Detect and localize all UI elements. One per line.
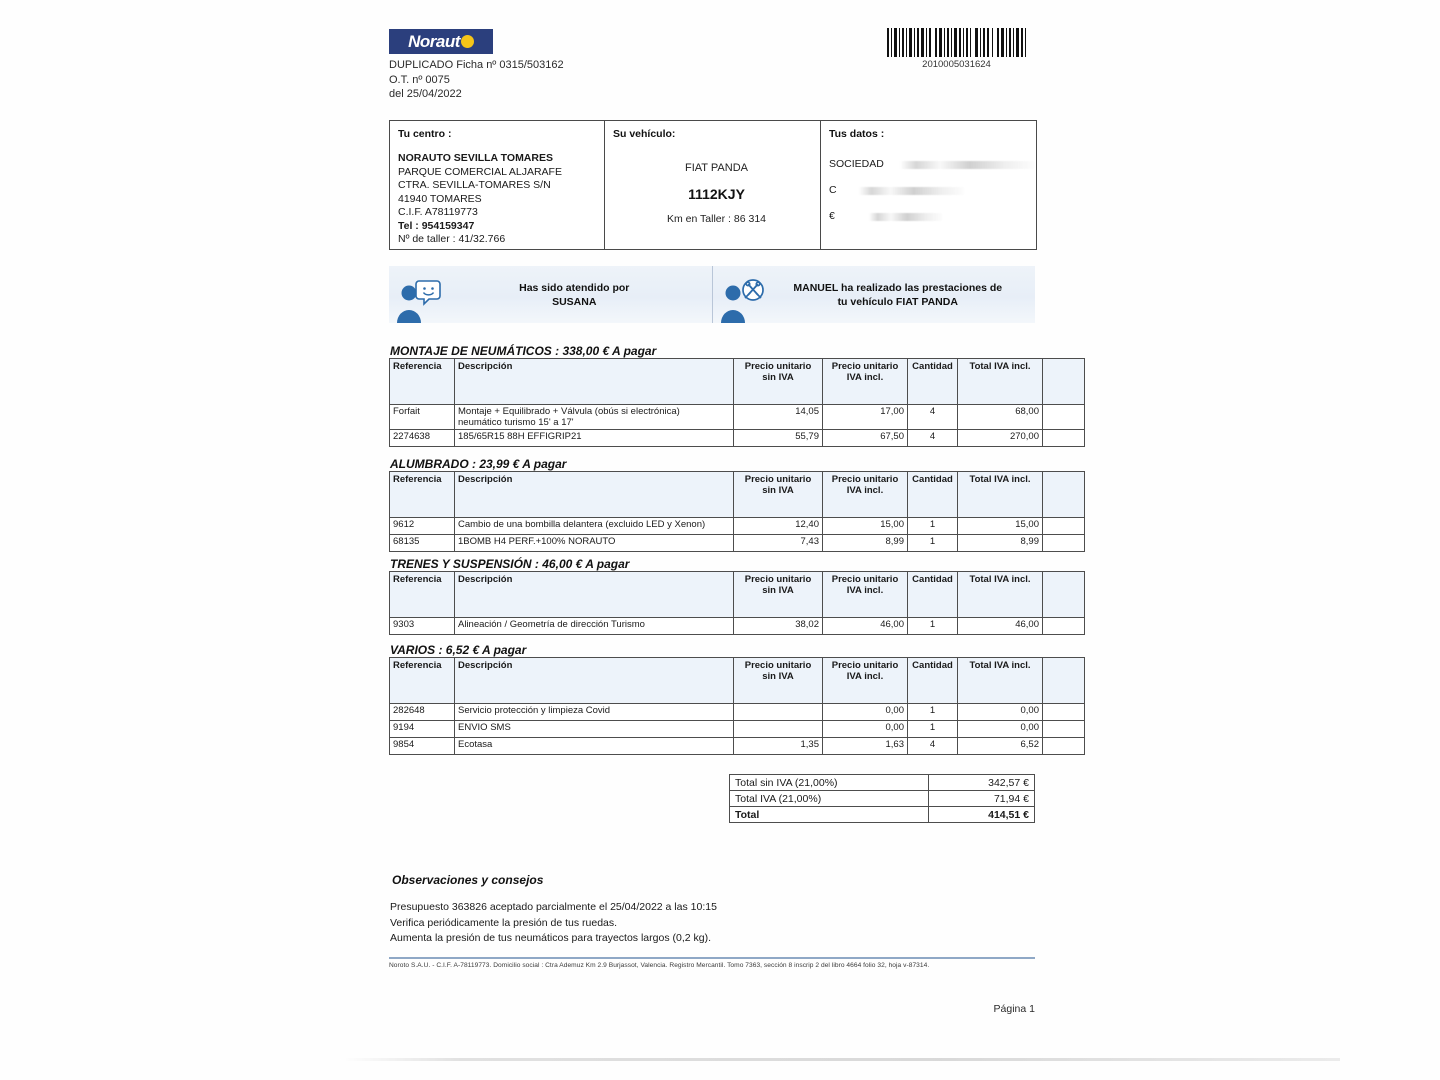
center-title: Tu centro : xyxy=(398,128,452,140)
th-quantity: Cantidad xyxy=(908,359,958,405)
th-blank xyxy=(1043,658,1085,704)
th-description: Descripción xyxy=(455,472,734,518)
vehicle-title: Su vehículo: xyxy=(613,128,676,140)
cell-description: Alineación / Geometría de dirección Turismo xyxy=(455,618,734,635)
th-total-vat: Total IVA incl. xyxy=(958,658,1043,704)
cell-description: Cambio de una bombilla delantera (excluido LED y Xenon) xyxy=(455,518,734,535)
table-row xyxy=(390,721,1085,738)
customer-details xyxy=(829,152,1034,230)
cell-blank xyxy=(1043,618,1085,635)
th-total-vat: Total IVA incl. xyxy=(958,359,1043,405)
cell-blank xyxy=(1043,738,1085,755)
totals-label-subtotal: Total sin IVA (21,00%) xyxy=(730,775,929,791)
table-row xyxy=(390,430,1085,447)
table-row xyxy=(390,738,1085,755)
service-staff-banner xyxy=(389,266,1035,323)
cell-total-vat: 8,99 xyxy=(958,535,1043,552)
cell-unit-price-vat: 1,63 xyxy=(823,738,908,755)
center-phone: Tel : 954159347 xyxy=(398,219,475,232)
totals-value-vat: 71,94 € xyxy=(929,791,1035,807)
customer-row-3 xyxy=(829,204,1034,230)
customer-row-2 xyxy=(829,178,1034,204)
cell-unit-price-no-vat xyxy=(734,704,823,721)
footer-legal-text: Noroto S.A.U. - C.I.F. A-78119773. Domicilio social : Ctra Ademuz Km 2.9 Burjassot, Valencia. Registro Mercantil. Tomo 7363, sección 8 inscrip 2 del libro 4664 folio 32, hoja v-87314. xyxy=(389,962,930,969)
ot-number: O.T. nº 0075 xyxy=(389,73,450,86)
observations-line-2: Verifica periódicamente la presión de tus ruedas. xyxy=(390,916,618,929)
banner-right-line-1: MANUEL ha realizado las prestaciones de xyxy=(793,281,1003,294)
banner-performed-by xyxy=(712,266,1036,323)
table-row xyxy=(390,405,1085,430)
barcode-number: 2010005031624 xyxy=(922,59,991,70)
cell-reference: 2274638 xyxy=(390,430,455,447)
cell-total-vat: 0,00 xyxy=(958,721,1043,738)
cell-unit-price-vat: 0,00 xyxy=(823,704,908,721)
observations-title: Observaciones y consejos xyxy=(392,873,544,887)
th-blank xyxy=(1043,359,1085,405)
document-date: del 25/04/2022 xyxy=(389,88,462,100)
cell-unit-price-vat: 67,50 xyxy=(823,430,908,447)
cell-description: ENVIO SMS xyxy=(455,721,734,738)
cell-total-vat: 15,00 xyxy=(958,518,1043,535)
cell-reference: 68135 xyxy=(390,535,455,552)
cell-reference: Forfait xyxy=(390,405,455,430)
center-address-3: 41940 TOMARES xyxy=(398,192,482,205)
th-reference: Referencia xyxy=(390,472,455,518)
totals-label-grand: Total xyxy=(730,807,929,823)
info-boxes xyxy=(389,120,1037,250)
banner-attended-by xyxy=(389,266,712,323)
th-description: Descripción xyxy=(455,572,734,618)
banner-left-line-1: Has sido atendido por xyxy=(519,281,630,294)
totals-label-vat: Total IVA (21,00%) xyxy=(730,791,929,807)
cell-unit-price-no-vat: 55,79 xyxy=(734,430,823,447)
cell-unit-price-vat: 46,00 xyxy=(823,618,908,635)
table-header-row xyxy=(390,472,1085,518)
footer-divider xyxy=(389,957,1035,959)
cell-unit-price-no-vat: 38,02 xyxy=(734,618,823,635)
section-table-alumbrado xyxy=(389,471,1085,552)
cell-unit-price-vat: 15,00 xyxy=(823,518,908,535)
cell-total-vat: 6,52 xyxy=(958,738,1043,755)
table-row xyxy=(390,535,1085,552)
observations-line-3: Aumenta la presión de tus neumáticos para trayectos largos (0,2 kg). xyxy=(390,932,711,944)
th-quantity: Cantidad xyxy=(908,572,958,618)
customer-row-1 xyxy=(829,152,1034,178)
barcode-icon xyxy=(886,28,1027,57)
cell-reference: 9303 xyxy=(390,618,455,635)
th-blank xyxy=(1043,472,1085,518)
cell-unit-price-no-vat: 7,43 xyxy=(734,535,823,552)
vehicle-model: FIAT PANDA xyxy=(685,162,748,174)
table-row xyxy=(390,704,1085,721)
cell-blank xyxy=(1043,518,1085,535)
cell-description: Servicio protección y limpieza Covid xyxy=(455,704,734,721)
cell-description-line-1: Montaje + Equilibrado + Válvula (obús si electrónica) xyxy=(458,406,680,417)
cell-total-vat: 0,00 xyxy=(958,704,1043,721)
section-title-alumbrado: ALUMBRADO : 23,99 € A pagar xyxy=(390,457,567,471)
th-description: Descripción xyxy=(455,359,734,405)
th-quantity: Cantidad xyxy=(908,472,958,518)
person-smiley-icon xyxy=(389,266,445,323)
th-blank xyxy=(1043,572,1085,618)
cell-quantity: 1 xyxy=(908,704,958,721)
section-table-varios xyxy=(389,657,1085,755)
th-reference: Referencia xyxy=(390,572,455,618)
banner-attended-text xyxy=(445,281,712,309)
scan-edge-artifact xyxy=(340,1058,1340,1061)
cell-total-vat: 270,00 xyxy=(958,430,1043,447)
observations-body xyxy=(390,900,717,947)
cell-blank xyxy=(1043,535,1085,552)
duplicate-reference: DUPLICADO Ficha nº 0315/503162 xyxy=(389,59,564,71)
norauto-logo xyxy=(389,29,493,54)
cell-total-vat: 68,00 xyxy=(958,405,1043,430)
customer-line-3: € xyxy=(829,210,835,223)
cell-quantity: 4 xyxy=(908,405,958,430)
th-total-vat: Total IVA incl. xyxy=(958,472,1043,518)
banner-left-line-2: SUSANA xyxy=(552,295,597,308)
th-unit-price-vat: Precio unitario IVA incl. xyxy=(823,658,908,704)
customer-line-1: SOCIEDAD xyxy=(829,158,884,171)
cell-quantity: 4 xyxy=(908,430,958,447)
banner-right-line-2: tu vehículo FIAT PANDA xyxy=(837,295,958,308)
th-unit-price-no-vat: Precio unitario sin IVA xyxy=(734,572,823,618)
cell-reference: 9194 xyxy=(390,721,455,738)
cell-description: 1BOMB H4 PERF.+100% NORAUTO xyxy=(455,535,734,552)
th-unit-price-vat: Precio unitario IVA incl. xyxy=(823,472,908,518)
cell-reference: 9612 xyxy=(390,518,455,535)
logo-o-icon xyxy=(461,35,474,48)
th-unit-price-no-vat: Precio unitario sin IVA xyxy=(734,359,823,405)
totals-value-subtotal: 342,57 € xyxy=(929,775,1035,791)
vehicle-info-box xyxy=(605,121,821,249)
th-reference: Referencia xyxy=(390,359,455,405)
table-row xyxy=(390,618,1085,635)
cell-quantity: 1 xyxy=(908,535,958,552)
section-table-montaje xyxy=(389,358,1085,447)
th-unit-price-no-vat: Precio unitario sin IVA xyxy=(734,472,823,518)
vehicle-km: Km en Taller : 86 314 xyxy=(666,213,767,225)
totals-row-grand xyxy=(730,807,1035,823)
redacted-field-1 xyxy=(900,161,1034,169)
totals-value-grand: 414,51 € xyxy=(929,807,1035,823)
totals-row-vat xyxy=(730,791,1035,807)
logo-wordmark: Noraut xyxy=(408,33,474,50)
cell-blank xyxy=(1043,721,1085,738)
totals-row-subtotal xyxy=(730,775,1035,791)
cell-blank xyxy=(1043,405,1085,430)
cell-quantity: 1 xyxy=(908,721,958,738)
vehicle-details xyxy=(613,162,820,225)
cell-total-vat: 46,00 xyxy=(958,618,1043,635)
document-header-lines xyxy=(389,58,564,102)
redacted-field-2 xyxy=(859,187,964,195)
th-unit-price-vat: Precio unitario IVA incl. xyxy=(823,359,908,405)
center-cif: C.I.F. A78119773 xyxy=(398,206,478,218)
customer-title: Tus datos : xyxy=(829,128,885,140)
th-unit-price-no-vat: Precio unitario sin IVA xyxy=(734,658,823,704)
cell-description: Ecotasa xyxy=(455,738,734,755)
table-header-row xyxy=(390,658,1085,704)
cell-unit-price-no-vat: 1,35 xyxy=(734,738,823,755)
customer-line-2: C xyxy=(829,184,837,197)
cell-description: 185/65R15 88H EFFIGRIP21 xyxy=(455,430,734,447)
table-header-row xyxy=(390,572,1085,618)
th-reference: Referencia xyxy=(390,658,455,704)
th-quantity: Cantidad xyxy=(908,658,958,704)
cell-quantity: 1 xyxy=(908,618,958,635)
vehicle-plate: 1112KJY xyxy=(688,186,745,202)
th-total-vat: Total IVA incl. xyxy=(958,572,1043,618)
cell-description-line-2: neumático turismo 15' a 17' xyxy=(458,417,574,428)
customer-info-box xyxy=(821,121,1034,249)
cell-reference: 282648 xyxy=(390,704,455,721)
banner-performed-text xyxy=(769,281,1036,309)
section-title-montaje: MONTAJE DE NEUMÁTICOS : 338,00 € A pagar xyxy=(390,344,657,358)
cell-unit-price-no-vat: 14,05 xyxy=(734,405,823,430)
cell-unit-price-vat: 17,00 xyxy=(823,405,908,430)
th-description: Descripción xyxy=(455,658,734,704)
totals-table xyxy=(729,774,1035,823)
cell-description xyxy=(455,405,734,430)
section-title-trenes: TRENES Y SUSPENSIÓN : 46,00 € A pagar xyxy=(390,557,630,571)
cell-unit-price-vat: 0,00 xyxy=(823,721,908,738)
page-number: Página 1 xyxy=(993,1003,1035,1015)
center-details xyxy=(398,152,604,247)
cell-unit-price-vat: 8,99 xyxy=(823,535,908,552)
cell-reference: 9854 xyxy=(390,738,455,755)
th-unit-price-vat: Precio unitario IVA incl. xyxy=(823,572,908,618)
cell-blank xyxy=(1043,430,1085,447)
center-address-2: CTRA. SEVILLA-TOMARES S/N xyxy=(398,179,551,191)
section-title-varios: VARIOS : 6,52 € A pagar xyxy=(390,643,527,657)
section-table-trenes xyxy=(389,571,1085,635)
center-info-box xyxy=(390,121,605,249)
person-tools-icon xyxy=(713,266,769,323)
redacted-field-3 xyxy=(869,213,942,221)
cell-unit-price-no-vat xyxy=(734,721,823,738)
center-name: NORAUTO SEVILLA TOMARES xyxy=(398,152,553,164)
cell-unit-price-no-vat: 12,40 xyxy=(734,518,823,535)
cell-blank xyxy=(1043,704,1085,721)
cell-quantity: 1 xyxy=(908,518,958,535)
center-address-1: PARQUE COMERCIAL ALJARAFE xyxy=(398,165,562,178)
center-workshop-number: Nº de taller : 41/32.766 xyxy=(398,233,506,245)
cell-quantity: 4 xyxy=(908,738,958,755)
table-header-row xyxy=(390,359,1085,405)
table-row xyxy=(390,518,1085,535)
observations-line-1: Presupuesto 363826 aceptado parcialmente el 25/04/2022 a las 10:15 xyxy=(390,901,717,913)
